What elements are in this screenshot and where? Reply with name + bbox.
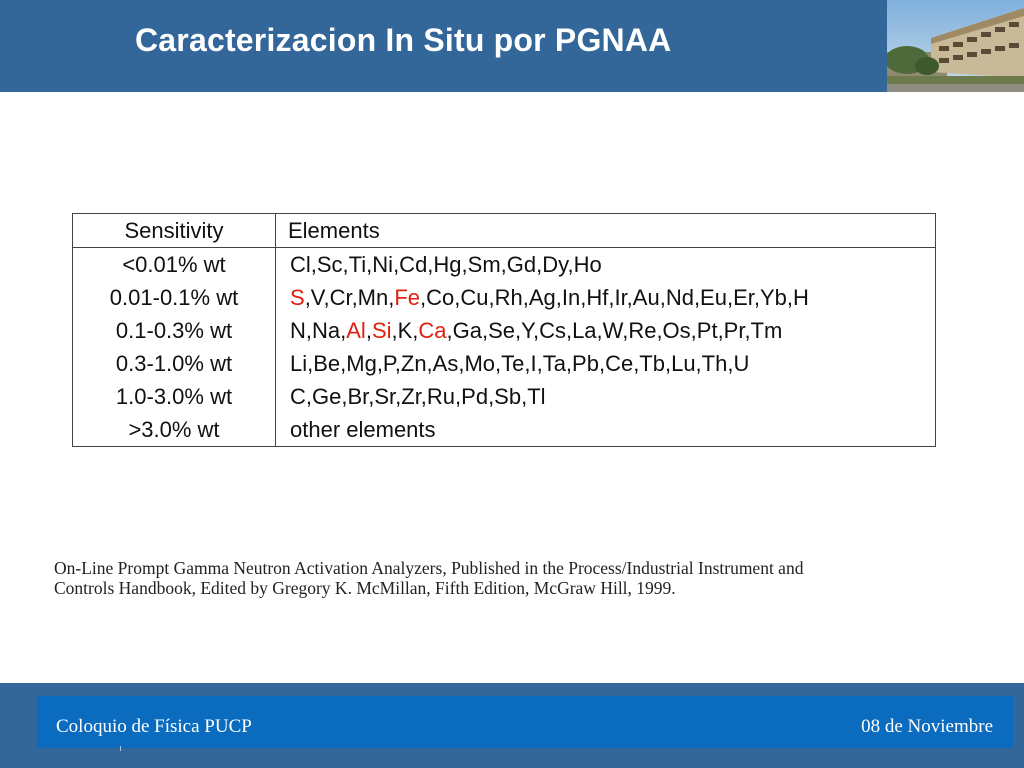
element-text: ,V,Cr,Mn, (304, 285, 395, 310)
highlighted-element: Fe (394, 285, 421, 310)
table-header-row (73, 214, 936, 248)
highlighted-element: Si (371, 318, 392, 343)
sensitivity-table (72, 213, 936, 447)
element-text: ,Co,Cu,Rh,Ag,In,Hf,Ir,Au,Nd,Eu,Er,Yb,H (420, 285, 809, 310)
table-body (73, 248, 936, 447)
sensitivity-cell: 0.3-1.0% wt (73, 347, 276, 380)
elements-cell (276, 380, 936, 413)
element-text: C,Ge,Br,Sr,Zr,Ru,Pd,Sb,Tl (290, 384, 546, 409)
citation-line-2: Controls Handbook, Edited by Gregory K. McMillan, Fifth Edition, McGraw Hill, 1999. (54, 578, 676, 598)
table-row (73, 413, 936, 447)
element-text: , (365, 318, 372, 343)
slide-header (0, 0, 1024, 92)
table-row (73, 380, 936, 413)
sensitivity-cell: <0.01% wt (73, 248, 276, 282)
elements-cell (276, 281, 936, 314)
table-row (73, 248, 936, 282)
element-text: other elements (290, 417, 436, 442)
sensitivity-cell: >3.0% wt (73, 413, 276, 447)
highlighted-element: Ca (418, 318, 447, 343)
citation (54, 558, 964, 598)
element-text: Li,Be,Mg,P,Zn,As,Mo,Te,I,Ta,Pb,Ce,Tb,Lu,Th,U (290, 351, 750, 376)
element-text: ,Ga,Se,Y,Cs,La,W,Re,Os,Pt,Pr,Tm (446, 318, 783, 343)
slide-title: Caracterizacion In Situ por PGNAA (135, 22, 672, 58)
sensitivity-cell: 0.1-0.3% wt (73, 314, 276, 347)
elements-cell (276, 347, 936, 380)
element-text: ,K, (391, 318, 419, 343)
sensitivity-cell: 1.0-3.0% wt (73, 380, 276, 413)
elements-cell (276, 248, 936, 282)
table-row (73, 314, 936, 347)
sensitivity-header: Sensitivity (73, 214, 276, 248)
elements-cell (276, 413, 936, 447)
citation-line-1: On-Line Prompt Gamma Neutron Activation Analyzers, Published in the Process/Industrial Instrument and (54, 558, 804, 578)
footer-right-text: 08 de Noviembre (861, 716, 993, 737)
building-photo (887, 0, 1024, 92)
elements-header: Elements (276, 214, 936, 248)
table-row (73, 347, 936, 380)
building-photo-icon (887, 0, 1024, 92)
footer-left-text: Coloquio de Física PUCP (56, 716, 252, 737)
highlighted-element: Al (346, 318, 366, 343)
sensitivity-cell: 0.01-0.1% wt (73, 281, 276, 314)
element-text: N,Na, (290, 318, 347, 343)
element-text: Cl,Sc,Ti,Ni,Cd,Hg,Sm,Gd,Dy,Ho (290, 252, 602, 277)
elements-cell (276, 314, 936, 347)
highlighted-element: S (290, 285, 305, 310)
table-row (73, 281, 936, 314)
footer-tick (120, 746, 121, 751)
